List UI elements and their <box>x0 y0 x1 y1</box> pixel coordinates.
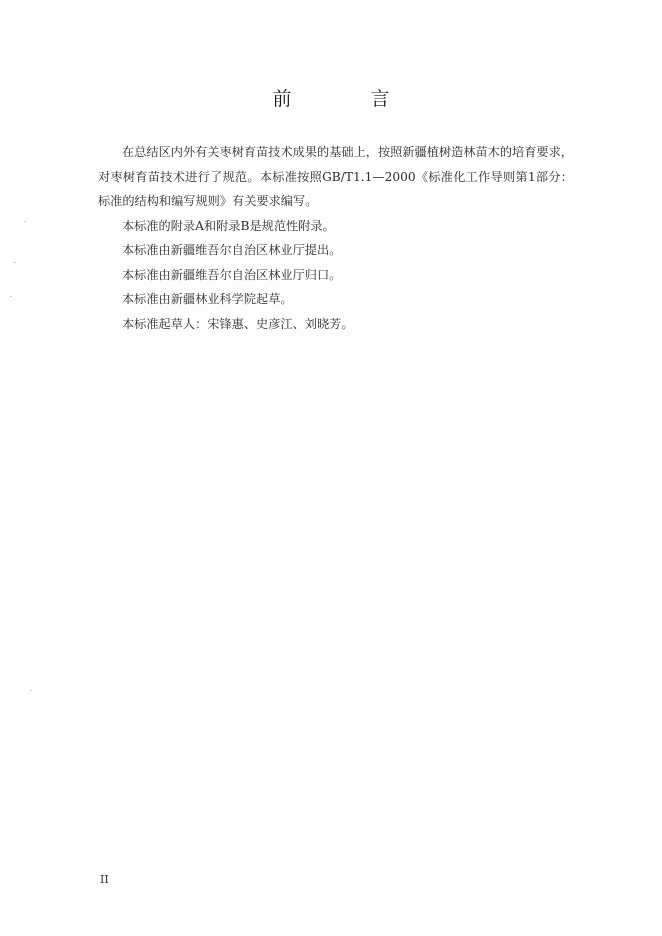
foreword-body <box>98 140 573 336</box>
paragraph-appendix: 本标准的附录A和附录B是规范性附录。 <box>122 218 335 233</box>
paragraph-proposer: 本标准由新疆维吾尔自治区林业厅提出。 <box>122 243 342 257</box>
paragraph-drafters: 本标准起草人：宋锋惠、史彦江、刘晓芳。 <box>122 316 354 331</box>
page-title: 前 言 <box>272 88 420 110</box>
paragraph-administrator: 本标准由新疆维吾尔自治区林业厅归口。 <box>122 267 342 282</box>
scan-speck <box>10 296 12 297</box>
scan-speck <box>30 690 32 691</box>
paragraph-drafting-unit: 本标准由新疆林业科学院起草。 <box>122 292 293 306</box>
paragraph-intro: 在总结区内外有关枣树育苗技术成果的基础上，按照新疆植树造林苗木的培育要求，对枣树育苗技术进行了规范。本标准按照GB/T1.1—2000《标准化工作导则第1部分：标准的结构和编写规则》有关要求编写。 <box>98 145 573 208</box>
scan-speck <box>14 262 16 263</box>
scan-speck <box>24 221 26 222</box>
page-number: II <box>100 873 109 886</box>
